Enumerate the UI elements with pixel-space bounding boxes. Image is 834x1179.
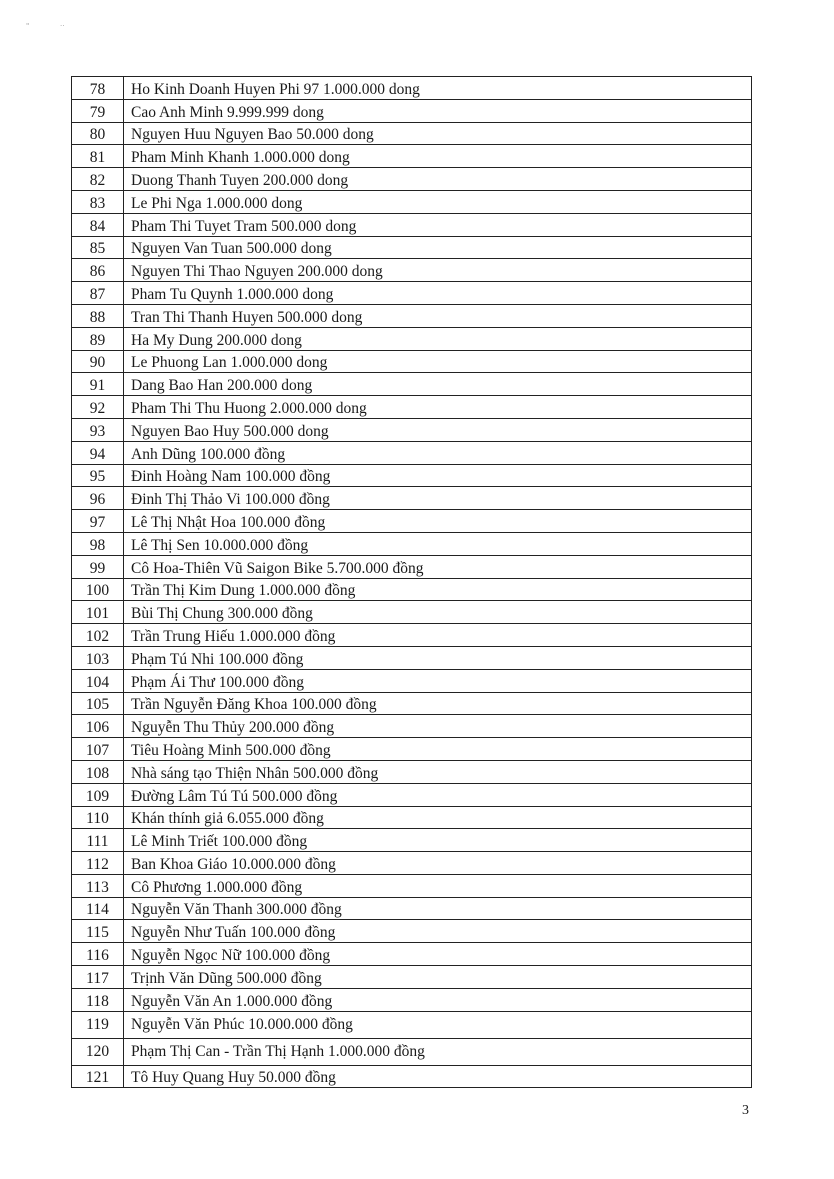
row-number: 95 — [72, 464, 124, 487]
table-row — [72, 464, 752, 487]
table-row — [72, 829, 752, 852]
row-number: 85 — [72, 236, 124, 259]
donor-entry: Đường Lâm Tú Tú 500.000 đồng — [124, 783, 752, 806]
donor-entry: Khán thính giả 6.055.000 đồng — [124, 806, 752, 829]
donor-entry: Lê Minh Triết 100.000 đồng — [124, 829, 752, 852]
row-number: 120 — [72, 1038, 124, 1065]
row-number: 93 — [72, 418, 124, 441]
donor-entry: Nguyen Bao Huy 500.000 dong — [124, 418, 752, 441]
donor-entry: Nguyen Thi Thao Nguyen 200.000 dong — [124, 259, 752, 282]
donor-table — [71, 76, 752, 1088]
row-number: 84 — [72, 213, 124, 236]
table-row — [72, 122, 752, 145]
table-row — [72, 396, 752, 419]
row-number: 94 — [72, 441, 124, 464]
row-number: 97 — [72, 510, 124, 533]
scan-mark: " — [26, 22, 30, 30]
row-number: 88 — [72, 304, 124, 327]
table-row — [72, 555, 752, 578]
row-number: 119 — [72, 1011, 124, 1038]
donor-entry: Trần Trung Hiếu 1.000.000 đồng — [124, 624, 752, 647]
table-row — [72, 282, 752, 305]
row-number: 96 — [72, 487, 124, 510]
donor-entry: Phạm Tú Nhi 100.000 đồng — [124, 646, 752, 669]
donor-entry: Cô Phương 1.000.000 đồng — [124, 874, 752, 897]
table-row — [72, 806, 752, 829]
table-row — [72, 669, 752, 692]
row-number: 83 — [72, 190, 124, 213]
donor-entry: Trịnh Văn Dũng 500.000 đồng — [124, 966, 752, 989]
donor-entry: Cô Hoa-Thiên Vũ Saigon Bike 5.700.000 đồng — [124, 555, 752, 578]
donor-entry: Nguyễn Như Tuấn 100.000 đồng — [124, 920, 752, 943]
table-row — [72, 532, 752, 555]
page-number: 3 — [742, 1103, 749, 1118]
row-number: 114 — [72, 897, 124, 920]
donor-entry: Nguyễn Thu Thủy 200.000 đồng — [124, 715, 752, 738]
table-row — [72, 715, 752, 738]
row-number: 110 — [72, 806, 124, 829]
scan-mark: ·· — [60, 22, 65, 30]
donor-entry: Nguyễn Văn Thanh 300.000 đồng — [124, 897, 752, 920]
row-number: 101 — [72, 601, 124, 624]
table-row — [72, 578, 752, 601]
table-row — [72, 920, 752, 943]
row-number: 100 — [72, 578, 124, 601]
row-number: 98 — [72, 532, 124, 555]
table-row — [72, 350, 752, 373]
donor-entry: Đinh Hoàng Nam 100.000 đồng — [124, 464, 752, 487]
row-number: 109 — [72, 783, 124, 806]
table-row — [72, 373, 752, 396]
donor-entry: Ho Kinh Doanh Huyen Phi 97 1.000.000 dong — [124, 77, 752, 100]
donor-entry: Pham Minh Khanh 1.000.000 dong — [124, 145, 752, 168]
table-row — [72, 213, 752, 236]
row-number: 87 — [72, 282, 124, 305]
table-row — [72, 966, 752, 989]
donor-entry: Trần Nguyễn Đăng Khoa 100.000 đồng — [124, 692, 752, 715]
table-row — [72, 510, 752, 533]
row-number: 78 — [72, 77, 124, 100]
row-number: 118 — [72, 988, 124, 1011]
row-number: 92 — [72, 396, 124, 419]
row-number: 121 — [72, 1065, 124, 1088]
table-row — [72, 874, 752, 897]
row-number: 116 — [72, 943, 124, 966]
table-row — [72, 259, 752, 282]
table-row — [72, 145, 752, 168]
row-number: 81 — [72, 145, 124, 168]
donor-entry: Nguyen Huu Nguyen Bao 50.000 dong — [124, 122, 752, 145]
donor-entry: Pham Thi Tuyet Tram 500.000 dong — [124, 213, 752, 236]
table-row — [72, 624, 752, 647]
donor-entry: Nguyễn Văn An 1.000.000 đồng — [124, 988, 752, 1011]
donor-entry: Ban Khoa Giáo 10.000.000 đồng — [124, 852, 752, 875]
table-row — [72, 1038, 752, 1065]
table-row — [72, 897, 752, 920]
table-row — [72, 988, 752, 1011]
row-number: 82 — [72, 168, 124, 191]
table-row — [72, 77, 752, 100]
donor-entry: Cao Anh Minh 9.999.999 dong — [124, 99, 752, 122]
table-row — [72, 99, 752, 122]
table-row — [72, 692, 752, 715]
table-row — [72, 418, 752, 441]
row-number: 111 — [72, 829, 124, 852]
row-number: 117 — [72, 966, 124, 989]
table-row — [72, 1065, 752, 1088]
donor-entry: Nguyễn Ngọc Nữ 100.000 đồng — [124, 943, 752, 966]
row-number: 90 — [72, 350, 124, 373]
row-number: 107 — [72, 738, 124, 761]
table-row — [72, 646, 752, 669]
row-number: 115 — [72, 920, 124, 943]
table-row — [72, 190, 752, 213]
row-number: 112 — [72, 852, 124, 875]
table-row — [72, 601, 752, 624]
row-number: 105 — [72, 692, 124, 715]
row-number: 102 — [72, 624, 124, 647]
row-number: 79 — [72, 99, 124, 122]
table-row — [72, 441, 752, 464]
donor-entry: Nhà sáng tạo Thiện Nhân 500.000 đồng — [124, 760, 752, 783]
donor-entry: Phạm Ái Thư 100.000 đồng — [124, 669, 752, 692]
table-row — [72, 304, 752, 327]
row-number: 91 — [72, 373, 124, 396]
donor-entry: Le Phi Nga 1.000.000 dong — [124, 190, 752, 213]
table-row — [72, 943, 752, 966]
donor-entry: Le Phuong Lan 1.000.000 dong — [124, 350, 752, 373]
table-row — [72, 327, 752, 350]
donor-entry: Pham Tu Quynh 1.000.000 dong — [124, 282, 752, 305]
donor-entry: Ha My Dung 200.000 dong — [124, 327, 752, 350]
row-number: 80 — [72, 122, 124, 145]
row-number: 89 — [72, 327, 124, 350]
table-row — [72, 236, 752, 259]
donor-entry: Lê Thị Nhật Hoa 100.000 đồng — [124, 510, 752, 533]
table-row — [72, 783, 752, 806]
row-number: 86 — [72, 259, 124, 282]
donor-entry: Anh Dũng 100.000 đồng — [124, 441, 752, 464]
table-row — [72, 168, 752, 191]
donor-entry: Đinh Thị Thảo Vi 100.000 đồng — [124, 487, 752, 510]
table-row — [72, 487, 752, 510]
donor-entry: Tiêu Hoàng Minh 500.000 đồng — [124, 738, 752, 761]
donor-entry: Pham Thi Thu Huong 2.000.000 dong — [124, 396, 752, 419]
table-row — [72, 852, 752, 875]
table-row — [72, 1011, 752, 1038]
row-number: 104 — [72, 669, 124, 692]
donor-table-body — [72, 77, 752, 1088]
table-row — [72, 760, 752, 783]
row-number: 99 — [72, 555, 124, 578]
donor-entry: Lê Thị Sen 10.000.000 đồng — [124, 532, 752, 555]
donor-entry: Tô Huy Quang Huy 50.000 đồng — [124, 1065, 752, 1088]
row-number: 108 — [72, 760, 124, 783]
donor-entry: Tran Thi Thanh Huyen 500.000 dong — [124, 304, 752, 327]
donor-entry: Phạm Thị Can - Trần Thị Hạnh 1.000.000 đồng — [124, 1038, 752, 1065]
row-number: 106 — [72, 715, 124, 738]
donor-entry: Trần Thị Kim Dung 1.000.000 đồng — [124, 578, 752, 601]
donor-entry: Dang Bao Han 200.000 dong — [124, 373, 752, 396]
table-row — [72, 738, 752, 761]
donor-entry: Duong Thanh Tuyen 200.000 dong — [124, 168, 752, 191]
row-number: 113 — [72, 874, 124, 897]
donor-entry: Nguyễn Văn Phúc 10.000.000 đồng — [124, 1011, 752, 1038]
donor-entry: Nguyen Van Tuan 500.000 dong — [124, 236, 752, 259]
donor-entry: Bùi Thị Chung 300.000 đồng — [124, 601, 752, 624]
row-number: 103 — [72, 646, 124, 669]
